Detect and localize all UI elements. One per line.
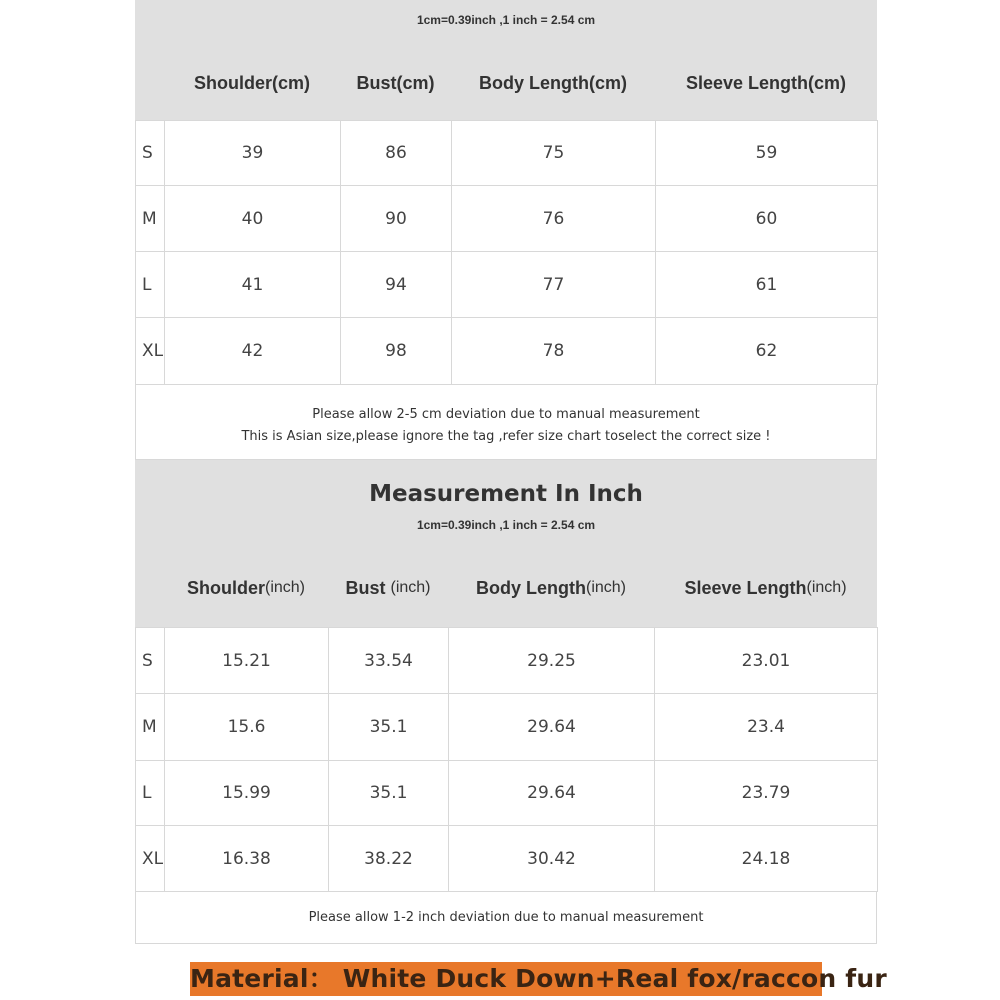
- bust-value: 90: [341, 186, 452, 252]
- inch-header-bust: Bust (inch): [345, 577, 431, 598]
- inch-header-body-length: Body Length (inch): [475, 577, 626, 598]
- size-label: S: [136, 628, 165, 694]
- inch-header-block: [135, 460, 877, 627]
- bust-value: 94: [341, 252, 452, 318]
- size-label: XL: [136, 826, 165, 892]
- shoulder-value: 16.38: [165, 826, 329, 892]
- table-row: [136, 761, 878, 826]
- inch-header-sleeve-length: Sleeve Length (inch): [684, 577, 847, 598]
- cm-header-body-length: Body Length(cm): [479, 72, 627, 93]
- bust-value: 35.1: [329, 761, 449, 826]
- sleeve-length-value: 23.01: [655, 628, 878, 694]
- size-label: XL: [136, 318, 165, 385]
- inch-table: [135, 627, 878, 892]
- sleeve-length-value: 23.79: [655, 761, 878, 826]
- shoulder-value: 39: [165, 121, 341, 186]
- sleeve-length-value: 62: [656, 318, 878, 385]
- sleeve-length-value: 24.18: [655, 826, 878, 892]
- cm-header-shoulder: Shoulder(cm): [193, 72, 310, 93]
- inch-deviation-note: Please allow 1-2 inch deviation due to manual measurement: [135, 891, 877, 944]
- shoulder-value: 15.99: [165, 761, 329, 826]
- table-row: [136, 186, 878, 252]
- body-length-value: 78: [452, 318, 656, 385]
- shoulder-value: 40: [165, 186, 341, 252]
- sleeve-length-value: 61: [656, 252, 878, 318]
- table-row: [136, 252, 878, 318]
- body-length-value: 75: [452, 121, 656, 186]
- sleeve-length-value: 23.4: [655, 694, 878, 761]
- size-label: L: [136, 761, 165, 826]
- shoulder-value: 15.6: [165, 694, 329, 761]
- inch-conversion-note: 1cm=0.39inch ,1 inch = 2.54 cm: [416, 518, 596, 532]
- bust-value: 35.1: [329, 694, 449, 761]
- table-row: [136, 694, 878, 761]
- asian-size-text: This is Asian size,please ignore the tag ,refer size chart toselect the correct size !: [241, 429, 771, 444]
- bust-value: 38.22: [329, 826, 449, 892]
- cm-header-block: [135, 0, 877, 120]
- body-length-value: 77: [452, 252, 656, 318]
- size-label: M: [136, 694, 165, 761]
- material-banner: Material： White Duck Down+Real fox/raccon fur: [190, 962, 822, 996]
- cm-table: [135, 120, 878, 385]
- body-length-value: 29.25: [449, 628, 655, 694]
- cm-deviation-note: [135, 384, 877, 460]
- shoulder-value: 41: [165, 252, 341, 318]
- body-length-value: 30.42: [449, 826, 655, 892]
- inch-section-title: Measurement In Inch: [369, 481, 643, 507]
- bust-value: 33.54: [329, 628, 449, 694]
- size-label: M: [136, 186, 165, 252]
- table-row: [136, 121, 878, 186]
- table-row: [136, 628, 878, 694]
- size-label: S: [136, 121, 165, 186]
- size-label: L: [136, 252, 165, 318]
- sleeve-length-value: 60: [656, 186, 878, 252]
- bust-value: 98: [341, 318, 452, 385]
- sleeve-length-value: 59: [656, 121, 878, 186]
- body-length-value: 76: [452, 186, 656, 252]
- shoulder-value: 42: [165, 318, 341, 385]
- inch-column-headers: [135, 555, 877, 621]
- table-row: [136, 826, 878, 892]
- cm-conversion-note: 1cm=0.39inch ,1 inch = 2.54 cm: [416, 13, 596, 27]
- inch-header-shoulder: Shoulder (inch): [186, 577, 306, 598]
- cm-header-bust: Bust(cm): [356, 72, 435, 93]
- bust-value: 86: [341, 121, 452, 186]
- cm-deviation-text: Please allow 2-5 cm deviation due to manual measurement: [312, 407, 700, 422]
- cm-column-headers: [135, 50, 877, 116]
- shoulder-value: 15.21: [165, 628, 329, 694]
- cm-header-sleeve-length: Sleeve Length(cm): [685, 72, 847, 93]
- body-length-value: 29.64: [449, 694, 655, 761]
- body-length-value: 29.64: [449, 761, 655, 826]
- table-row: [136, 318, 878, 385]
